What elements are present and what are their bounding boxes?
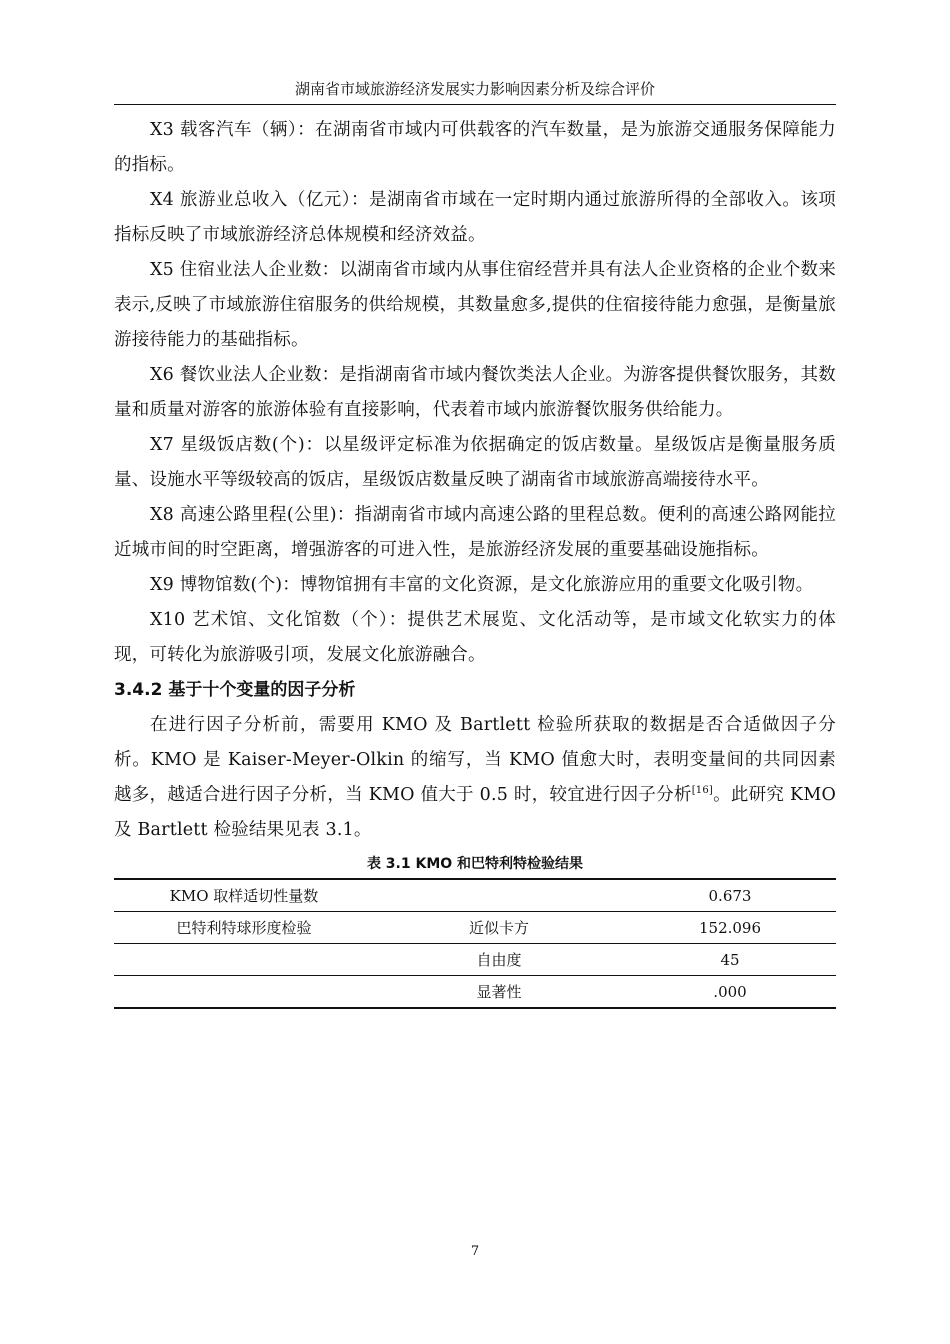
paragraph-kmo-intro xyxy=(114,708,836,848)
section-heading: 3.4.2 基于十个变量的因子分析 xyxy=(114,680,356,700)
table-cell: KMO 取样适切性量数 xyxy=(114,879,374,912)
paragraph-x7: X7 星级饭店数(个)：以星级评定标准为依据确定的饭店数量。星级饭店是衡量服务质量、设施水平等级较高的饭店，星级饭店数量反映了湖南省市域旅游高端接待水平。 xyxy=(114,435,836,490)
paragraph-x10: X10 艺术馆、文化馆数（个）：提供艺术展览、文化活动等，是市域文化软实力的体现，可转化为旅游吸引项，发展文化旅游融合。 xyxy=(114,610,836,665)
paragraph-x3: X3 载客汽车（辆）：在湖南省市域内可供载客的汽车数量，是为旅游交通服务保障能力的指标。 xyxy=(114,120,836,175)
table-caption: 表 3.1 KMO 和巴特利特检验结果 xyxy=(366,856,584,872)
running-header: 湖南省市域旅游经济发展实力影响因素分析及综合评价 xyxy=(294,80,655,98)
table-cell: 近似卡方 xyxy=(374,912,624,944)
paragraph-x8: X8 高速公路里程(公里)：指湖南省市域内高速公路的里程总数。便利的高速公路网能拉近城市间的时空距离，增强游客的可进入性，是旅游经济发展的重要基础设施指标。 xyxy=(114,505,836,560)
table-cell: 显著性 xyxy=(374,976,624,1009)
table-cell: 0.673 xyxy=(624,879,836,912)
paragraph-x4: X4 旅游业总收入（亿元）：是湖南省市域在一定时期内通过旅游所得的全部收入。该项指标反映了市域旅游经济总体规模和经济效益。 xyxy=(114,190,836,245)
page-number: 7 xyxy=(470,1244,480,1259)
page-body xyxy=(114,113,836,1009)
table-cell: .000 xyxy=(624,976,836,1009)
table-row xyxy=(114,912,836,944)
kmo-intro-tail: 。此研究 KMO 及 Bartlett 检验结果见表 3.1。 xyxy=(114,785,836,840)
table-cell: 45 xyxy=(624,944,836,976)
table-cell: 自由度 xyxy=(374,944,624,976)
table-cell xyxy=(114,944,374,976)
kmo-bartlett-table xyxy=(114,878,836,1009)
citation-ref[interactable]: [16] xyxy=(691,785,714,797)
table-cell: 152.096 xyxy=(624,912,836,944)
paragraph-x6: X6 餐饮业法人企业数：是指湖南省市域内餐饮类法人企业。为游客提供餐饮服务，其数量和质量对游客的旅游体验有直接影响，代表着市域内旅游餐饮服务供给能力。 xyxy=(114,365,836,420)
table-cell xyxy=(374,879,624,912)
table-cell xyxy=(114,976,374,1009)
paragraph-x9: X9 博物馆数(个)：博物馆拥有丰富的文化资源，是文化旅游应用的重要文化吸引物。 xyxy=(150,575,814,595)
header-rule xyxy=(114,104,836,105)
kmo-intro-text: 在进行因子分析前，需要用 KMO 及 Bartlett 检验所获取的数据是否合适做因子分析。KMO 是 Kaiser-Meyer-Olkin 的缩写，当 KMO 值愈大时，表明变量间的共同因素越多，越适合进行因子分析，当 KMO 值大于 0.5 时，较宜进行因子分析 xyxy=(114,715,836,805)
table-row xyxy=(114,879,836,912)
table-cell: 巴特利特球形度检验 xyxy=(114,912,374,944)
table-row xyxy=(114,976,836,1009)
paragraph-x5: X5 住宿业法人企业数：以湖南省市域内从事住宿经营并具有法人企业资格的企业个数来表示,反映了市域旅游住宿服务的供给规模，其数量愈多,提供的住宿接待能力愈强，是衡量旅游接待能力的基础指标。 xyxy=(114,260,836,350)
table-row xyxy=(114,944,836,976)
